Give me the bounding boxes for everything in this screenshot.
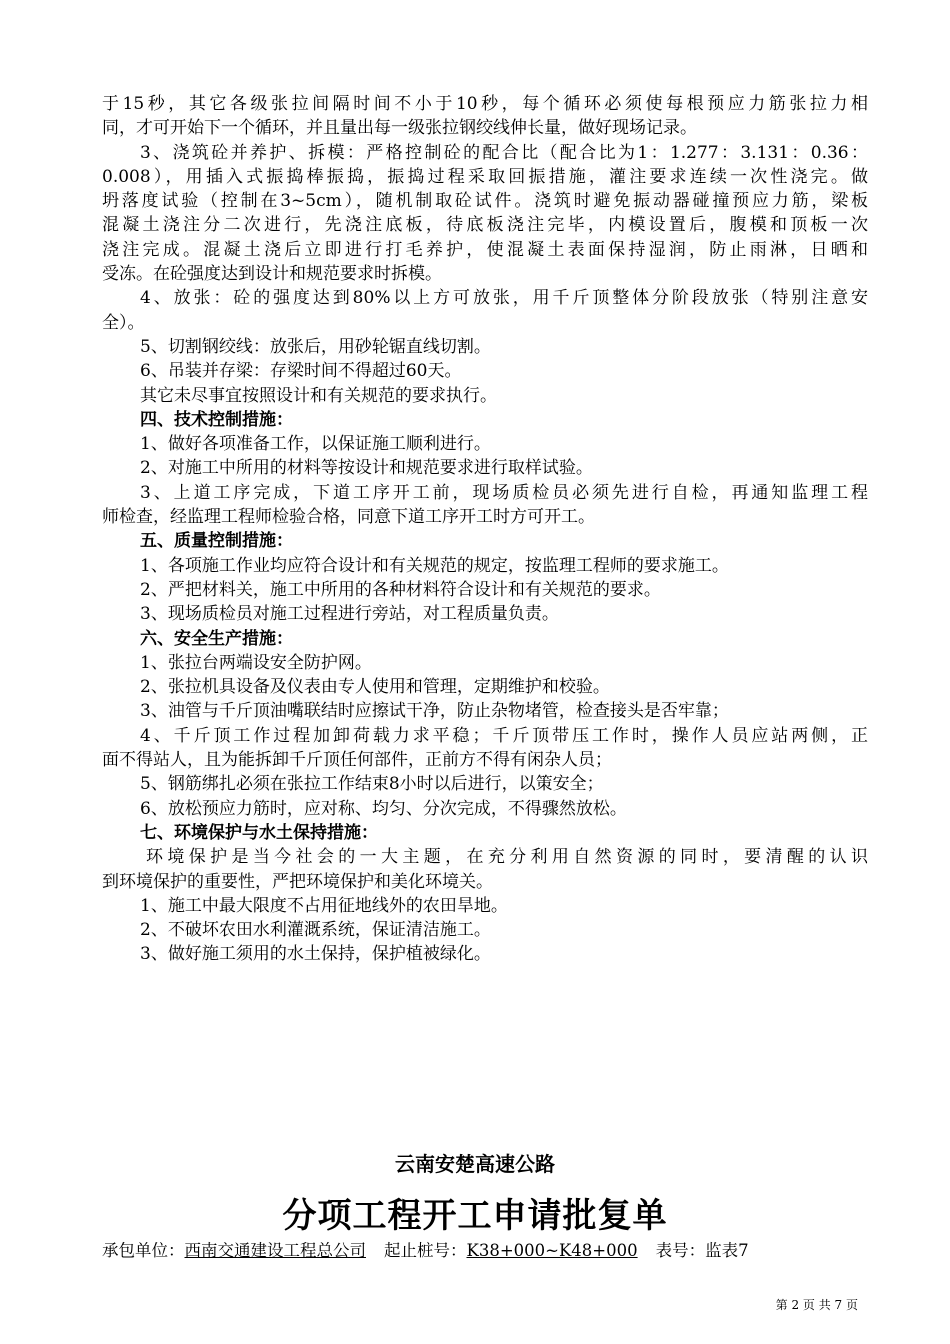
form-no-label: 表号： [655, 1241, 706, 1260]
project-name: 云南安楚高速公路 [395, 1152, 555, 1176]
text-line: 同，才可开始下一个循环，并且量出每一级张拉钢绞线伸长量，做好现场记录。 [102, 118, 697, 139]
text-line: 3、浇筑砼并养护、拆模：严格控制砼的配合比（配合比为1：1.277：3.131：0.36： [140, 142, 868, 163]
text-line: 4、放张：砼的强度达到80%以上方可放张，用千斤顶整体分阶段放张（特别注意安 [140, 288, 868, 309]
text-line: 4、千斤顶工作过程加卸荷载力求平稳；千斤顶带压工作时，操作人员应站两侧，正 [140, 725, 868, 746]
text-line: 全）。 [102, 312, 145, 333]
text-line: 5、切割钢绞线：放张后，用砂轮锯直线切割。 [140, 336, 491, 357]
text-line: 1、施工中最大限度不占用征地线外的农田旱地。 [140, 895, 508, 916]
text-line: 0.008），用插入式振捣棒振捣，振捣过程采取回振措施，灌注要求连续一次性浇完。做 [102, 166, 868, 187]
text-line: 6、放松预应力筋时，应对称、均匀、分次完成，不得骤然放松。 [140, 798, 627, 819]
text-line: 6、吊装并存梁：存梁时间不得超过60天。 [140, 361, 462, 382]
text-line: 面不得站人，且为能拆卸千斤顶任何部件，正前方不得有闲杂人员； [102, 750, 612, 771]
section-heading: 七、环境保护与水土保持措施： [140, 822, 378, 843]
text-line: 3、上道工序完成，下道工序开工前，现场质检员必须先进行自检，再通知监理工程 [140, 482, 868, 503]
text-line: 师检查，经监理工程师检验合格，同意下道工序开工时方可开工。 [102, 507, 595, 528]
section-heading: 六、安全生产措施： [140, 628, 293, 649]
text-line: 1、张拉台两端设安全防护网。 [140, 652, 372, 673]
text-line: 1、各项施工作业均应符合设计和有关规范的规定，按监理工程师的要求施工。 [140, 555, 729, 576]
text-line: 环境保护是当今社会的一大主题，在充分利用自然资源的同时，要清醒的认识 [146, 847, 868, 868]
text-line: 3、现场质检员对施工过程进行旁站，对工程质量负责。 [140, 604, 559, 625]
form-title: 分项工程开工申请批复单 [282, 1196, 668, 1236]
text-line: 5、钢筋绑扎必须在张拉工作结束8小时以后进行，以策安全； [140, 774, 604, 795]
stake-label: 起止桩号： [384, 1241, 467, 1260]
contractor-label: 承包单位： [102, 1241, 185, 1260]
text-line: 其它未尽事宜按照设计和有关规范的要求执行。 [140, 385, 497, 406]
text-line: 2、严把材料关，施工中所用的各种材料符合设计和有关规范的要求。 [140, 579, 661, 600]
text-line: 受冻。在砼强度达到设计和规范要求时拆模。 [102, 264, 442, 285]
section-heading: 四、技术控制措施： [140, 409, 293, 430]
text-line: 到环境保护的重要性，严把环境保护和美化环境关。 [102, 871, 493, 892]
contractor-value: 西南交通建设工程总公司 [184, 1241, 366, 1260]
form-info-line [102, 1237, 749, 1261]
text-line: 浇注完成。混凝土浇后立即进行打毛养护，使混凝土表面保持湿润，防止雨淋，日晒和 [102, 239, 868, 260]
text-line: 2、张拉机具设备及仪表由专人使用和管理，定期维护和校验。 [140, 677, 610, 698]
text-line: 坍落度试验（控制在3~5cm），随机制取砼试件。浇筑时避免振动器碰撞预应力筋，梁板 [102, 191, 868, 212]
text-line: 于15秒，其它各级张拉间隔时间不小于10秒，每个循环必须使每根预应力筋张拉力相 [102, 94, 868, 114]
text-line: 混凝土浇注分二次进行，先浇注底板，待底板浇注完毕，内模设置后，腹模和顶板一次 [102, 215, 868, 236]
text-line: 2、不破坏农田水利灌溉系统，保证清洁施工。 [140, 920, 491, 941]
page-number: 第 2 页 共 7 页 [775, 1298, 858, 1312]
body-text [102, 92, 868, 967]
text-line: 3、做好施工须用的水土保持，保护植被绿化。 [140, 944, 491, 965]
form-no-value: 监表7 [705, 1241, 749, 1260]
text-line: 3、油管与千斤顶油嘴联结时应擦试干净，防止杂物堵管，检查接头是否牢靠； [140, 701, 729, 722]
stake-value: K38+000~K48+000 [466, 1241, 638, 1260]
text-line: 1、做好各项准备工作，以保证施工顺利进行。 [140, 434, 491, 455]
section-heading: 五、质量控制措施： [140, 531, 293, 552]
text-line: 2、对施工中所用的材料等按设计和规范要求进行取样试验。 [140, 458, 593, 479]
